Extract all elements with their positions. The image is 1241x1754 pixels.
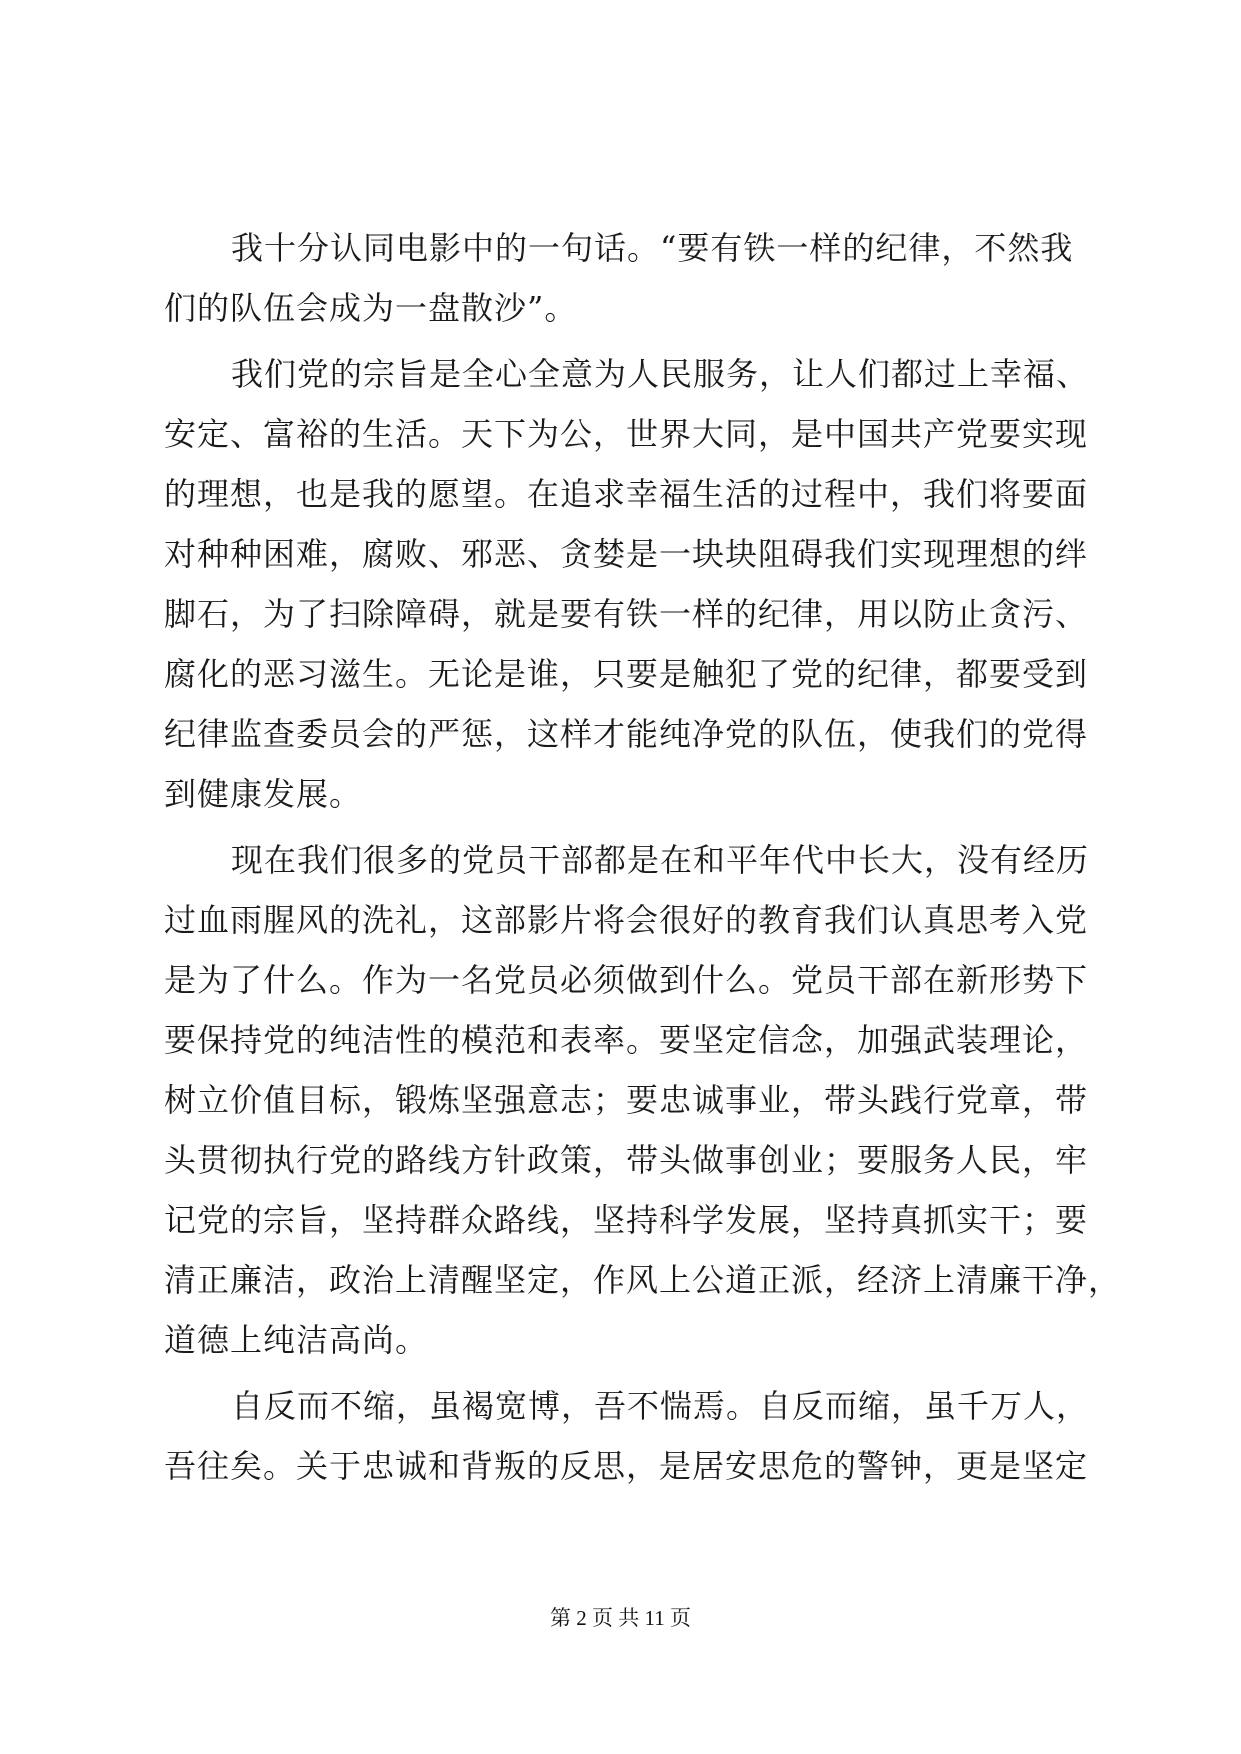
- page-number-label: 第 2 页 共 11 页: [550, 1606, 691, 1630]
- paragraph-3-line-7: 记党的宗旨，坚持群众路线，坚持科学发展，坚持真抓实干；要: [164, 1201, 1089, 1239]
- paragraph-3-line-9: 道德上纯洁高尚。: [164, 1321, 429, 1359]
- paragraph-2-line-6: 腐化的恶习滋生。无论是谁，只要是触犯了党的纪律，都要受到: [164, 655, 1089, 693]
- paragraph-3-line-1: 现在我们很多的党员干部都是在和平年代中长大，没有经历: [231, 841, 1090, 879]
- paragraph-1-line-1: 我十分认同电影中的一句话。“要有铁一样的纪律，不然我: [231, 229, 1074, 267]
- paragraph-4-line-2: 吾往矣。关于忠诚和背叛的反思，是居安思危的警钟，更是坚定: [164, 1447, 1089, 1485]
- paragraph-2-line-1: 我们党的宗旨是全心全意为人民服务，让人们都过上幸福、: [231, 355, 1090, 393]
- paragraph-2-line-5: 脚石，为了扫除障碍，就是要有铁一样的纪律，用以防止贪污、: [164, 595, 1089, 633]
- page-footer: [0, 1604, 1241, 1632]
- paragraph-3-line-2: 过血雨腥风的洗礼，这部影片将会很好的教育我们认真思考入党: [164, 901, 1089, 939]
- paragraph-3-line-4: 要保持党的纯洁性的模范和表率。要坚定信念，加强武装理论，: [164, 1021, 1089, 1059]
- paragraph-2-line-8: 到健康发展。: [164, 775, 363, 813]
- paragraph-3-line-5: 树立价值目标，锻炼坚强意志；要忠诚事业，带头践行党章，带: [164, 1081, 1089, 1119]
- paragraph-1-line-2: 们的队伍会成为一盘散沙”。: [164, 289, 578, 327]
- paragraph-2-line-7: 纪律监查委员会的严惩，这样才能纯净党的队伍，使我们的党得: [164, 715, 1089, 753]
- paragraph-2-line-4: 对种种困难，腐败、邪恶、贪婪是一块块阻碍我们实现理想的绊: [164, 535, 1089, 573]
- paragraph-3-line-8: 清正廉洁，政治上清醒坚定，作风上公道正派，经济上清廉干净，: [164, 1261, 1122, 1299]
- paragraph-2-line-2: 安定、富裕的生活。天下为公，世界大同，是中国共产党要实现: [164, 415, 1089, 453]
- paragraph-3-line-3: 是为了什么。作为一名党员必须做到什么。党员干部在新形势下: [164, 961, 1089, 999]
- paragraph-2-line-3: 的理想，也是我的愿望。在追求幸福生活的过程中，我们将要面: [164, 475, 1089, 513]
- paragraph-3-line-6: 头贯彻执行党的路线方针政策，带头做事创业；要服务人民，牢: [164, 1141, 1089, 1179]
- paragraph-4-line-1: 自反而不缩，虽褐宽博，吾不惴焉。自反而缩，虽千万人，: [231, 1387, 1090, 1425]
